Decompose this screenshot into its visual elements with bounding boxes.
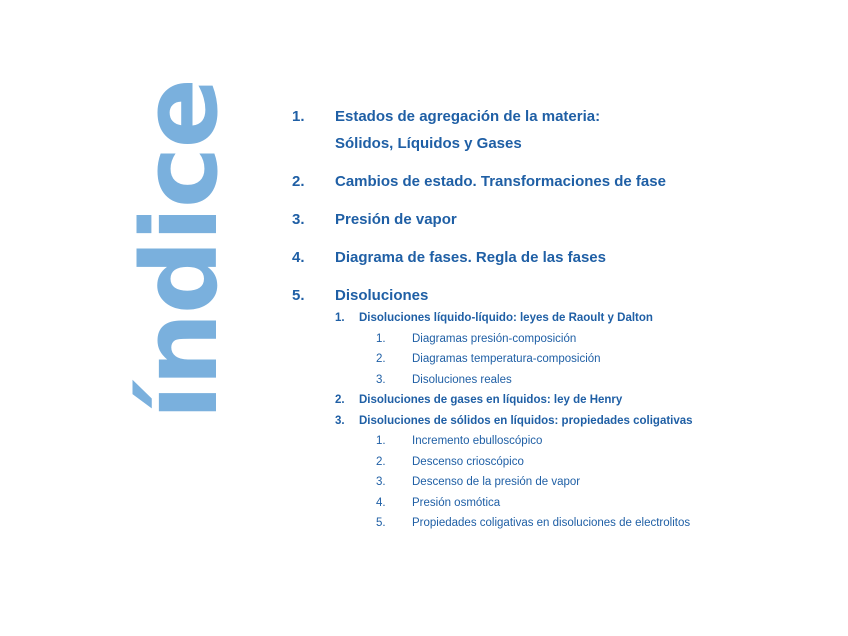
toc-item-2 <box>292 170 832 194</box>
toc-subitem-5-1 <box>292 308 832 329</box>
toc-item-number: 1. <box>292 108 305 125</box>
table-of-contents <box>292 105 832 534</box>
toc-item-number: 3. <box>292 211 305 228</box>
toc-subsubitem-5-1-3 <box>292 370 832 391</box>
toc-subitem-text: Disoluciones de gases en líquidos: ley de Henry <box>359 394 623 406</box>
toc-subsubitem-text: Diagramas presión-composición <box>412 332 577 345</box>
toc-subsubitem-5-1-2 <box>292 349 832 370</box>
toc-subsubitem-text: Propiedades coligativas en disoluciones de electrolitos <box>412 517 691 529</box>
toc-subsubitem-text: Presión osmótica <box>412 496 501 509</box>
toc-subsubitem-number: 3. <box>376 373 386 386</box>
toc-subsubitem-5-3-4 <box>292 493 832 514</box>
toc-subsubitem-5-1-1 <box>292 329 832 350</box>
toc-subsubitem-number: 4. <box>376 496 386 509</box>
toc-item-text: Cambios de estado. Transformaciones de fase <box>335 173 666 190</box>
toc-subsubitem-number: 3. <box>376 476 386 488</box>
toc-subitem-number: 3. <box>335 414 345 427</box>
toc-item-text: Presión de vapor <box>335 211 457 228</box>
toc-subsubitem-5-3-3 <box>292 472 832 493</box>
toc-subitem-5-2 <box>292 390 832 411</box>
toc-item-number: 5. <box>292 287 305 304</box>
toc-subsubitem-5-3-1 <box>292 431 832 452</box>
toc-item-4 <box>292 246 832 270</box>
toc-subitem-5-3 <box>292 411 832 432</box>
toc-subsubitem-number: 1. <box>376 435 386 447</box>
toc-subitem-number: 1. <box>335 312 345 324</box>
toc-subsubitem-number: 1. <box>376 332 386 345</box>
toc-item-number: 2. <box>292 173 305 190</box>
toc-item-3 <box>292 208 832 232</box>
toc-subsubitem-5-3-2 <box>292 452 832 473</box>
toc-subsubitem-number: 5. <box>376 517 386 529</box>
toc-subsubitem-text: Incremento ebulloscópico <box>412 435 543 447</box>
toc-subsubitem-5-3-5 <box>292 513 832 534</box>
toc-subitem-text: Disoluciones de sólidos en líquidos: propiedades coligativas <box>359 414 693 427</box>
toc-subsubitem-text: Descenso de la presión de vapor <box>412 476 581 488</box>
toc-item-1 <box>292 105 832 156</box>
toc-item-text-line2: Sólidos, Líquidos y Gases <box>335 135 522 152</box>
toc-item-5 <box>292 284 832 308</box>
toc-subsubitem-text: Descenso crioscópico <box>412 455 524 468</box>
toc-subsubitem-text: Disoluciones reales <box>412 373 512 386</box>
toc-subitem-text: Disoluciones líquido-líquido: leyes de Raoult y Dalton <box>359 312 653 324</box>
toc-subsubitem-number: 2. <box>376 353 386 365</box>
title-container <box>119 80 241 420</box>
toc-item-text: Estados de agregación de la materia: <box>335 108 601 125</box>
toc-item-text: Diagrama de fases. Regla de las fases <box>335 249 606 266</box>
toc-item-number: 4. <box>292 249 305 266</box>
toc-item-text: Disoluciones <box>335 287 429 304</box>
toc-subsubitem-text: Diagramas temperatura-composición <box>412 353 601 365</box>
page-title: índice <box>119 80 241 420</box>
toc-subitem-number: 2. <box>335 394 345 406</box>
toc-subsubitem-number: 2. <box>376 455 386 468</box>
